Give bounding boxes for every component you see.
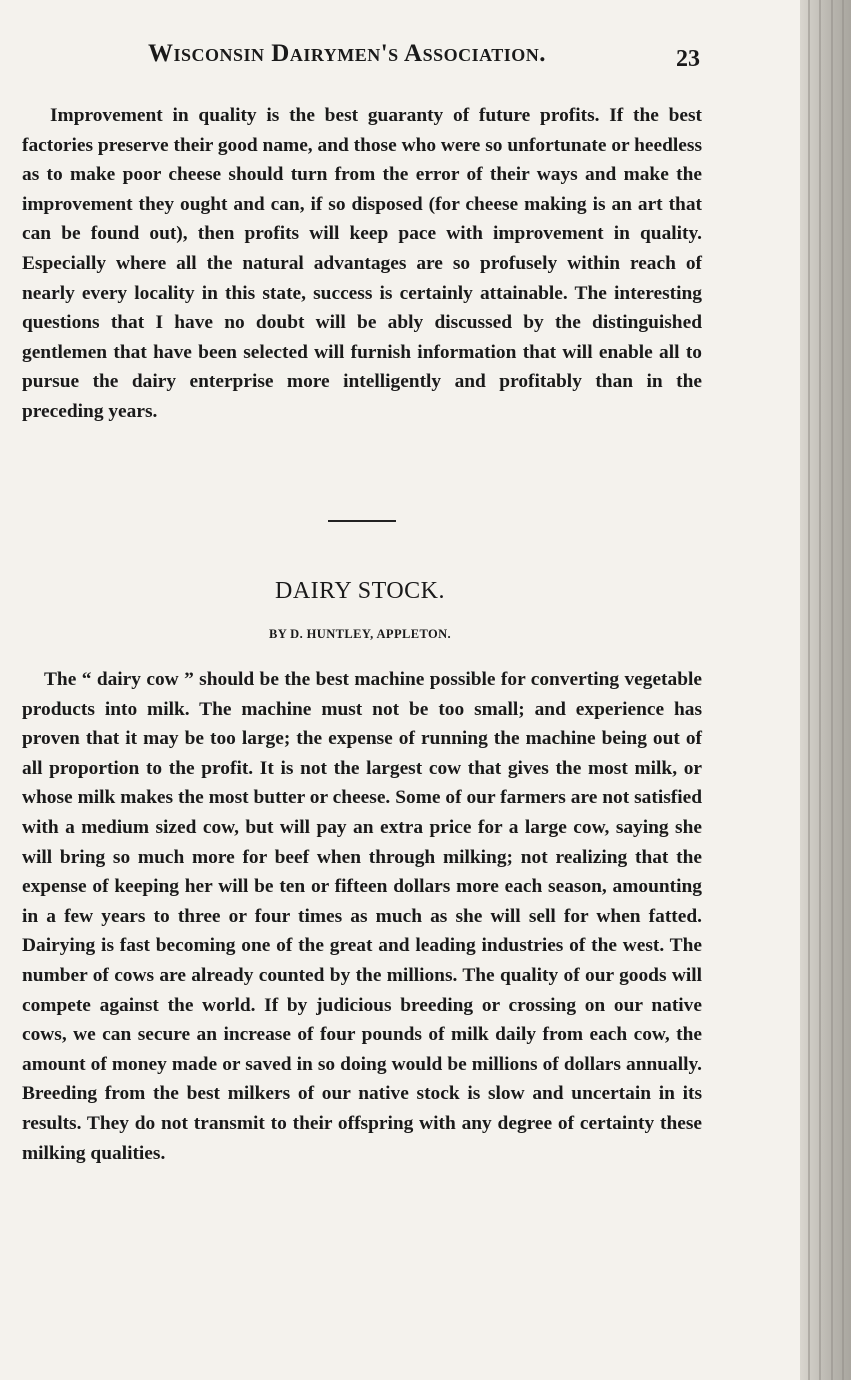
page-number: 23	[676, 46, 700, 72]
section-title: DAIRY STOCK.	[274, 578, 446, 604]
running-head: Wisconsin Dairymen's Association.	[148, 40, 547, 67]
paragraph-improvement: Improvement in quality is the best guaranty of future profits. If the best factories preserve their good name, and those who were so unfortunate or heedless as to make poor cheese should turn from the error of their ways and make the improvement they ought and can, if so disposed (for cheese making is an art that can be found out), then profits will keep pace with improvement in quality. Especially where all the natural advantages are so profusely within reach of nearly every locality in this state, success is certainly attainable. The interesting questions that I have no doubt will be ably discussed by the distinguished gentlemen that have been selected will furnish information that will enable all to pursue the dairy enterprise more intelligently and profitably than in the preceding years.	[22, 105, 702, 422]
page-edge-binding	[800, 0, 851, 1380]
section-divider	[328, 520, 396, 522]
paragraph-dairy-cow: The “ dairy cow ” should be the best machine possible for converting vegetable products into milk. The machine must not be too small; and experience has proven that it may be too large; the expense of running the machine being out of all proportion to the profit. It is not the largest cow that gives the most milk, or whose milk makes the most butter or cheese. Some of our farmers are not satisfied with a medium sized cow, but will pay an extra price for a large cow, saying she will bring so much more for beef when through milking; not realizing that the expense of keeping her will be ten or fifteen dollars more each season, amounting in a few years to three or four times as much as she will sell for when fatted. Dairying is fast becoming one of the great and leading industries of the west. The number of cows are already counted by the millions. The quality of our goods will compete against the world. If by judicious breeding or crossing on our native cows, we can secure an increase of four pounds of milk daily from each cow, the amount of money made or saved in so doing would be millions of dollars annually. Breeding from the best milkers of our native stock is slow and uncertain in its results. They do not transmit to their offspring with any degree of certainty these milking qualities.	[22, 669, 702, 1164]
author-byline: BY D. HUNTLEY, APPLETON.	[268, 627, 452, 641]
